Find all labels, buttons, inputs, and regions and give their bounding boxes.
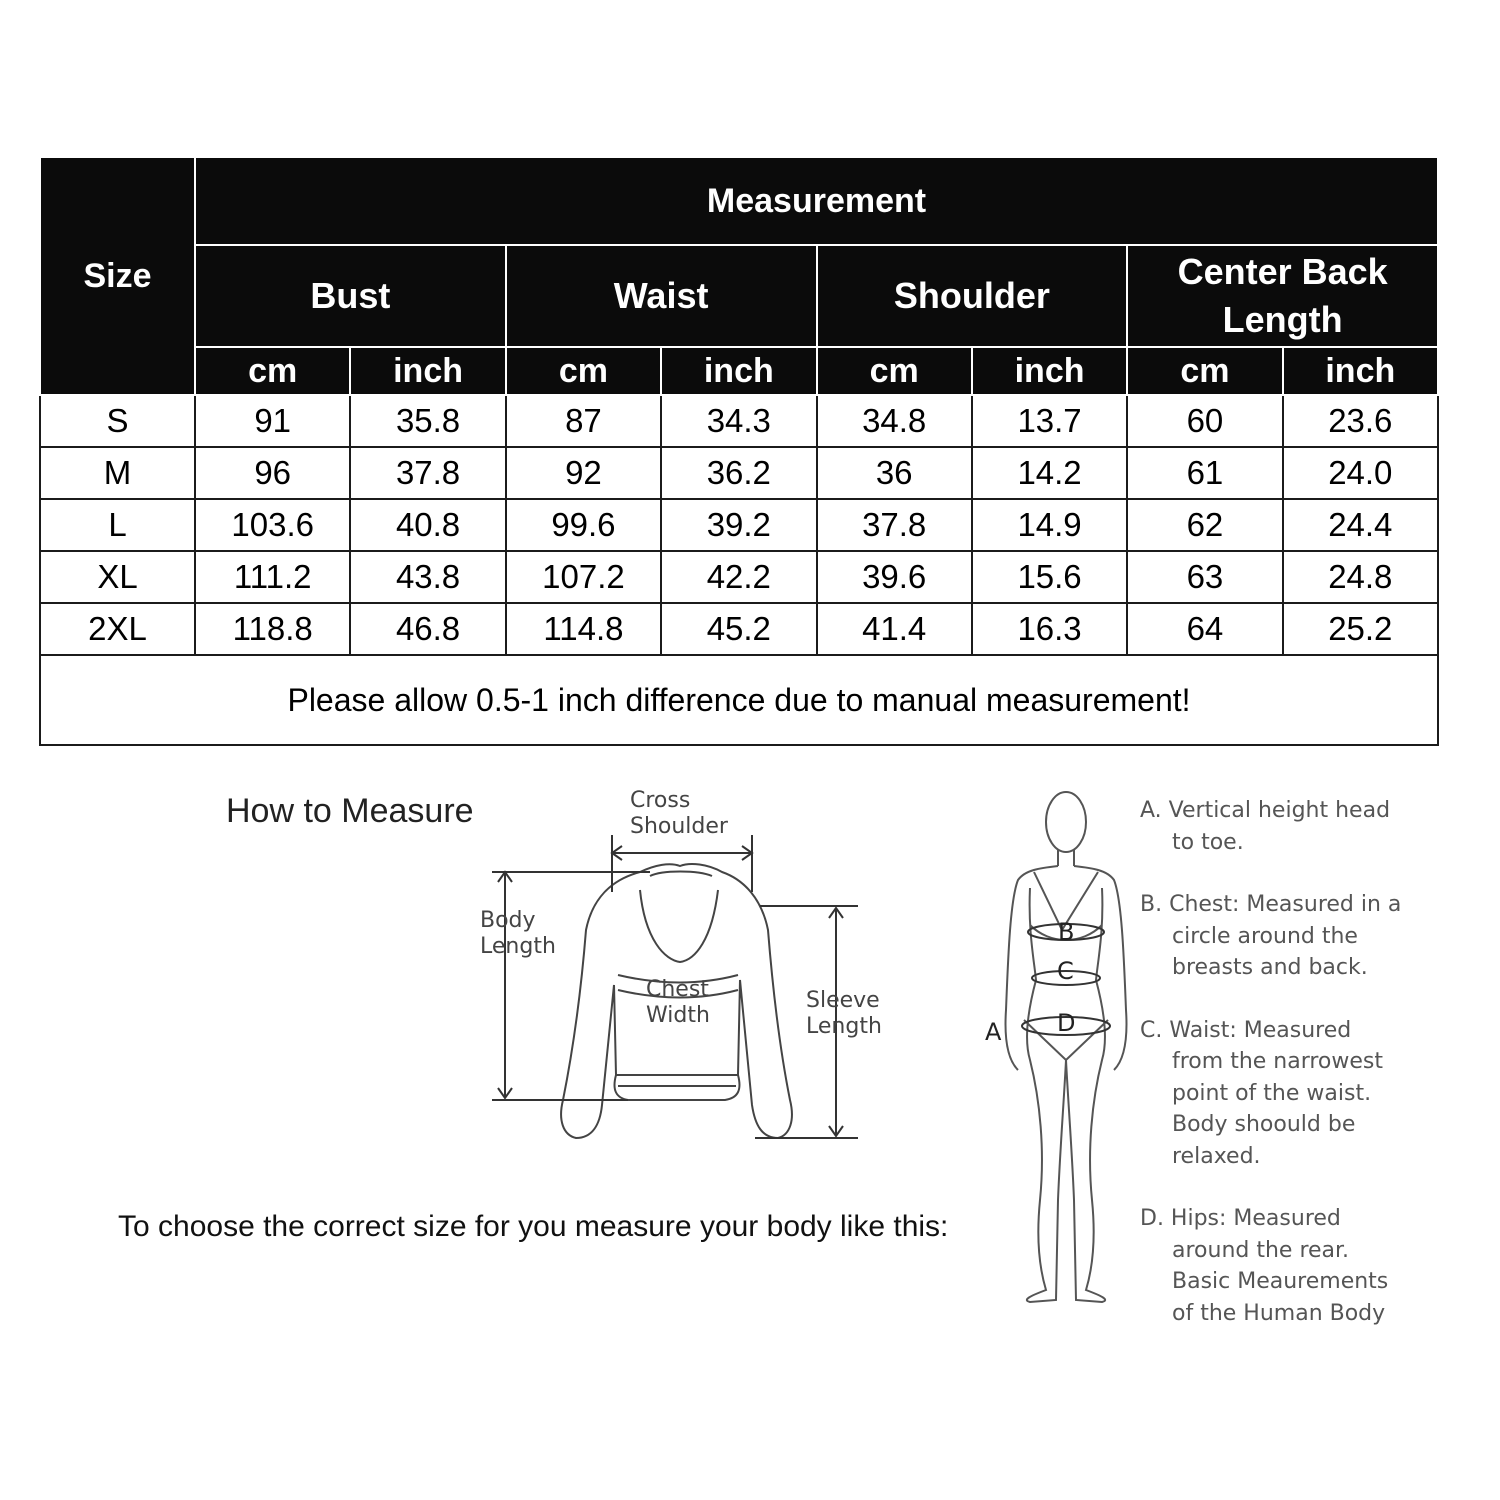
table-cell: 63 [1127,551,1282,603]
size-label-cell: M [40,447,195,499]
body-note-item [1140,889,1440,984]
size-label-cell: L [40,499,195,551]
size-column-header: Size [40,157,195,395]
body-note-heading: A. Vertical height head [1140,798,1391,823]
unit-header: inch [1283,347,1438,395]
cross-shoulder-label: Cross Shoulder [630,788,728,839]
bust-header: Bust [195,245,506,347]
table-cell: 34.3 [661,395,816,447]
unit-header: inch [350,347,505,395]
body-note-heading: D. Hips: Measured [1140,1206,1341,1231]
table-cell: 87 [506,395,661,447]
table-cell: 61 [1127,447,1282,499]
body-note-line: around the rear. [1172,1237,1350,1263]
table-cell: 41.4 [817,603,972,655]
body-note-line: point of the waist. [1172,1080,1372,1106]
table-cell: 43.8 [350,551,505,603]
unit-header: cm [506,347,661,395]
body-note-line: relaxed. [1172,1143,1261,1169]
table-cell: 96 [195,447,350,499]
table-cell: 64 [1127,603,1282,655]
body-note-line: Basic Meaurements [1172,1269,1389,1294]
table-cell: 40.8 [350,499,505,551]
marker-d: D [1057,1009,1076,1037]
size-label-cell: 2XL [40,603,195,655]
marker-c: C [1057,957,1074,985]
table-cell: 99.6 [506,499,661,551]
body-note-heading: C. Waist: Measured [1140,1017,1352,1043]
table-cell: 16.3 [972,603,1127,655]
waist-header: Waist [506,245,817,347]
body-note-line: Body shoould be [1172,1112,1356,1137]
chest-width-label: Chest Width [646,977,710,1028]
how-to-measure-title: How to Measure [226,792,474,830]
body-note-line: from the narrowest [1172,1049,1384,1074]
table-cell: 107.2 [506,551,661,603]
body-note-line: circle around the [1172,923,1358,949]
table-cell: 23.6 [1283,395,1438,447]
unit-header: inch [972,347,1127,395]
body-note-item [1140,1015,1440,1173]
unit-header: cm [195,347,350,395]
unit-header: inch [661,347,816,395]
center-back-length-header: Center Back Length [1127,245,1438,347]
table-cell: 24.4 [1283,499,1438,551]
table-cell: 35.8 [350,395,505,447]
table-cell: 60 [1127,395,1282,447]
table-cell: 39.2 [661,499,816,551]
body-note-line: of the Human Body [1172,1300,1386,1326]
human-body-figure [1006,792,1127,1302]
table-cell: 14.9 [972,499,1127,551]
body-note-item [1140,1203,1440,1329]
table-cell: 25.2 [1283,603,1438,655]
table-cell: 39.6 [817,551,972,603]
size-label-cell: XL [40,551,195,603]
table-cell: 15.6 [972,551,1127,603]
table-cell: 24.0 [1283,447,1438,499]
table-cell: 45.2 [661,603,816,655]
table-cell: 91 [195,395,350,447]
marker-a: A [985,1018,1002,1046]
unit-header: cm [1127,347,1282,395]
table-cell: 36.2 [661,447,816,499]
table-cell: 37.8 [817,499,972,551]
table-cell: 118.8 [195,603,350,655]
table-cell: 13.7 [972,395,1127,447]
table-cell: 46.8 [350,603,505,655]
measurement-note: Please allow 0.5-1 inch difference due to manual measurement! [40,655,1438,745]
body-note-item [1140,795,1440,858]
table-cell: 92 [506,447,661,499]
table-cell: 111.2 [195,551,350,603]
table-cell: 14.2 [972,447,1127,499]
measurement-header: Measurement [195,157,1438,245]
table-cell: 103.6 [195,499,350,551]
unit-header: cm [817,347,972,395]
shoulder-header: Shoulder [817,245,1128,347]
body-length-label: Body Length [480,908,556,959]
table-cell: 24.8 [1283,551,1438,603]
table-cell: 34.8 [817,395,972,447]
size-label-cell: S [40,395,195,447]
body-note-line: to toe. [1172,829,1244,855]
body-note-line: breasts and back. [1172,955,1368,980]
table-cell: 36 [817,447,972,499]
choose-size-instruction: To choose the correct size for you measure your body like this: [118,1210,949,1243]
sleeve-length-label: Sleeve Length [806,988,882,1039]
marker-b: B [1058,918,1075,946]
table-cell: 42.2 [661,551,816,603]
table-cell: 114.8 [506,603,661,655]
body-note-heading: B. Chest: Measured in a [1140,892,1402,917]
table-cell: 37.8 [350,447,505,499]
table-cell: 62 [1127,499,1282,551]
body-measure-notes [1140,795,1440,1360]
